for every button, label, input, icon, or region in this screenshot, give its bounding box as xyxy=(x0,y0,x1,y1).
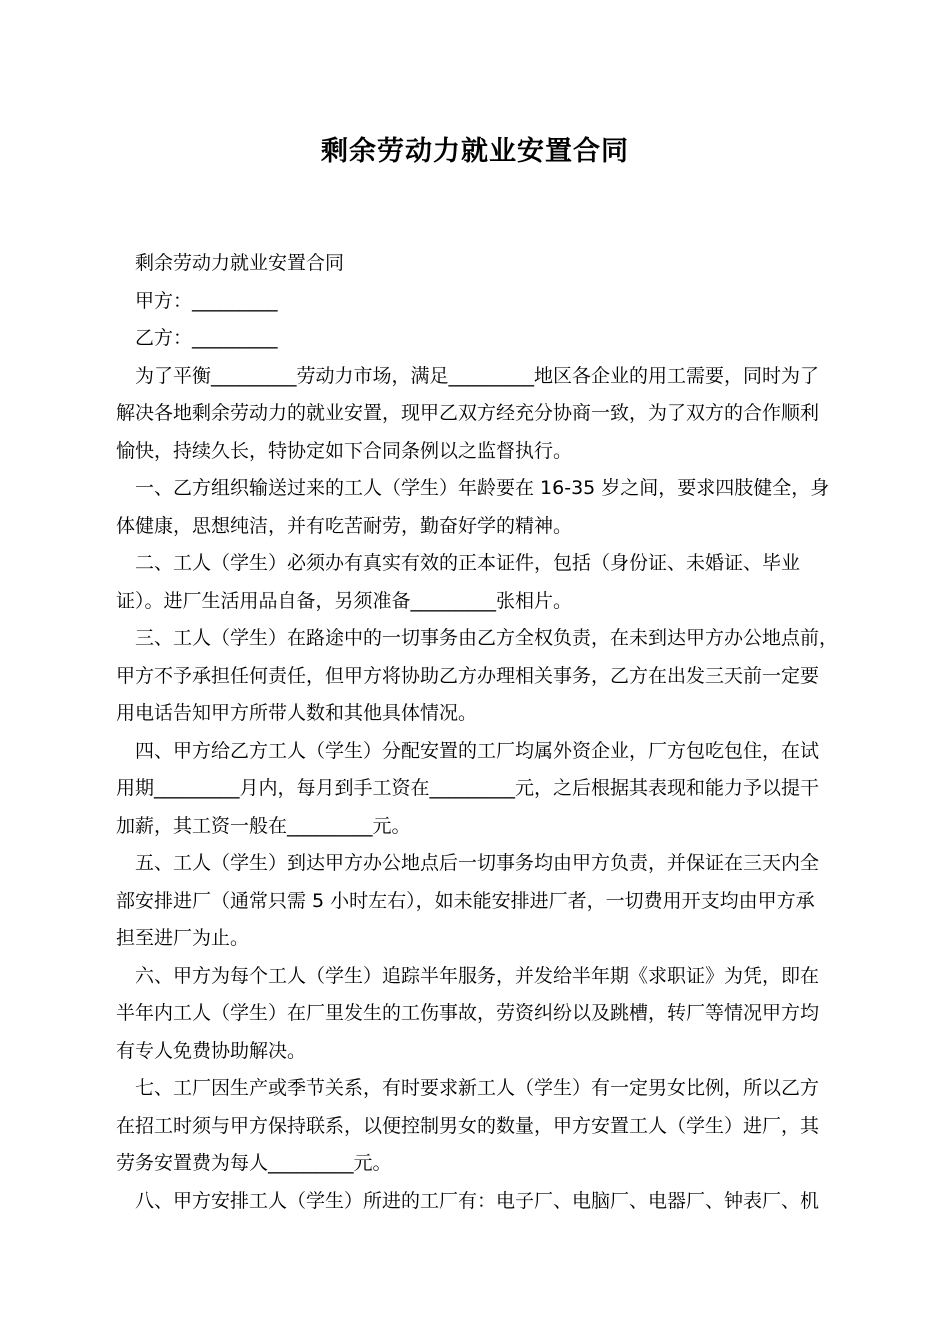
document-body xyxy=(116,245,839,1220)
clause-6-line: 半年内工人（学生）在厂里发生的工伤事故，劳资纠纷以及跳槽，转厂等情况甲方均 xyxy=(116,1002,820,1024)
document-title: 剩余劳动力就业安置合同 xyxy=(321,136,629,167)
paragraph-line: 为了平衡_________劳动力市场，满足_________地区各企业的用工需要，同时为了 xyxy=(135,364,820,387)
clause-3-line: 甲方不予承担任何责任，但甲方将协助乙方办理相关事务，乙方在出发三天前一定要 xyxy=(116,664,820,687)
clause-7-line: 劳务安置费为每人_________元。 xyxy=(116,1152,392,1174)
party-b-line: 乙方：_________ xyxy=(135,327,278,349)
clause-1-line: 一、乙方组织输送过来的工人（学生）年龄要在 16-35 岁之间，要求四肢健全，身 xyxy=(135,477,830,499)
clause-5-line: 部安排进厂（通常只需 5 小时左右），如未能安排进厂者，一切费用开支均由甲方承 xyxy=(116,889,815,912)
clause-6-line: 有专人免费协助解决。 xyxy=(116,1039,307,1062)
paragraph-line: 愉快，持续久长，特协定如下合同条例以之监督执行。 xyxy=(116,439,573,462)
clause-3-line: 用电话告知甲方所带人数和其他具体情况。 xyxy=(116,702,478,724)
clause-8-line: 八、甲方安排工人（学生）所进的工厂有：电子厂、电脑厂、电器厂、钟表厂、机 xyxy=(135,1189,820,1212)
clause-7-line: 七、工厂因生产或季节关系，有时要求新工人（学生）有一定男女比例，所以乙方 xyxy=(135,1077,820,1099)
clause-2-line: 二、工人（学生）必须办有真实有效的正本证件，包括（身份证、未婚证、毕业 xyxy=(135,552,801,574)
clause-4-line: 加薪，其工资一般在_________元。 xyxy=(116,814,411,837)
paragraph-line: 剩余劳动力就业安置合同 xyxy=(135,252,345,274)
clause-6-line: 六、甲方为每个工人（学生）追踪半年服务，并发给半年期《求职证》为凭，即在 xyxy=(135,964,820,987)
clause-3-line: 三、工人（学生）在路途中的一切事务由乙方全权负责，在未到达甲方办公地点前， xyxy=(135,627,839,649)
clause-7-line: 在招工时须与甲方保持联系，以便控制男女的数量，甲方安置工人（学生）进厂，其 xyxy=(116,1114,820,1137)
clause-5-line: 担至进厂为止。 xyxy=(116,927,250,949)
clause-5-line: 五、工人（学生）到达甲方办公地点后一切事务均由甲方负责，并保证在三天内全 xyxy=(135,852,820,874)
clause-4-line: 用期_________月内，每月到手工资在_________元，之后根据其表现和能力予以提干 xyxy=(116,777,820,799)
party-a-line: 甲方：_________ xyxy=(135,289,278,312)
clause-2-line: 证）。进厂生活用品自备，另须准备_________张相片。 xyxy=(116,589,573,612)
clause-4-line: 四、甲方给乙方工人（学生）分配安置的工厂均属外资企业，厂方包吃包住，在试 xyxy=(135,739,820,762)
clause-1-line: 体健康，思想纯洁，并有吃苦耐劳，勤奋好学的精神。 xyxy=(116,514,573,537)
paragraph-line: 解决各地剩余劳动力的就业安置，现甲乙双方经充分协商一致，为了双方的合作顺利 xyxy=(116,402,820,424)
